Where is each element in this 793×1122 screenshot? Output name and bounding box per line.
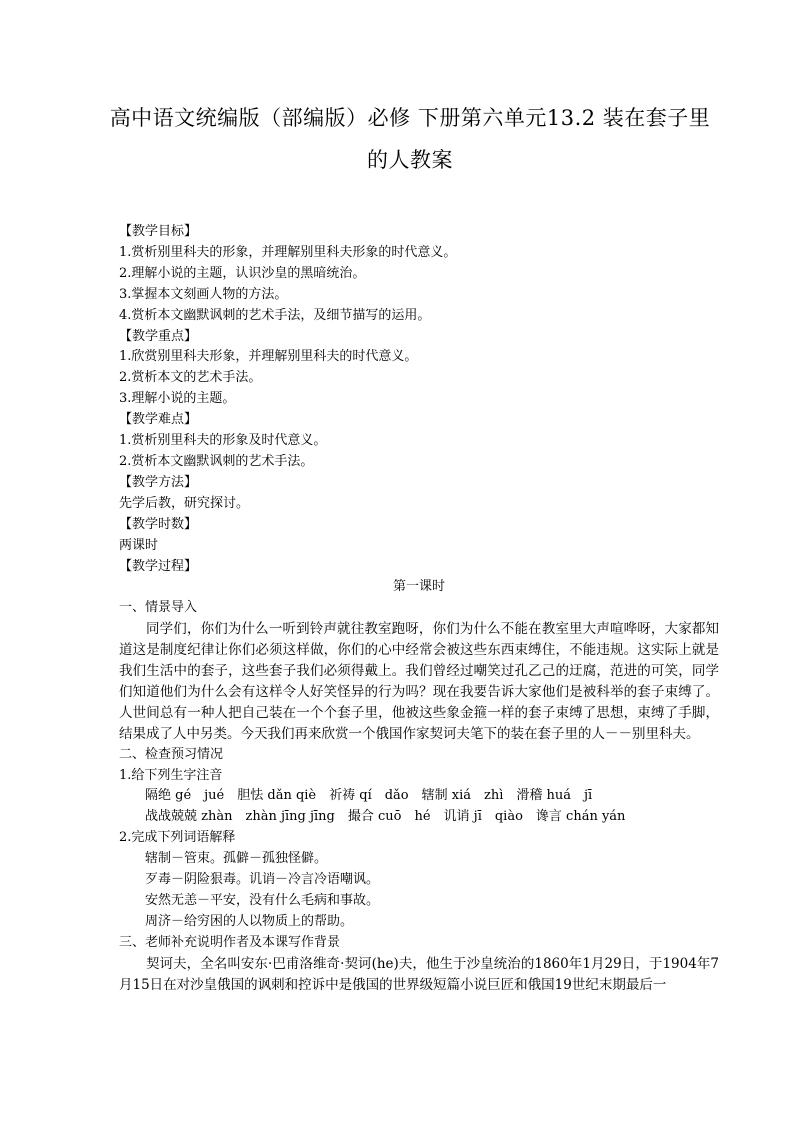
section-1-title: 一、情景导入 <box>119 600 198 616</box>
difficulty-item-1: 1.赏析别里科夫的形象及时代意义。 <box>119 433 327 449</box>
sub-1-title: 1.给下列生字注音 <box>119 767 223 783</box>
goal-item-4: 4.赏析本文幽默讽刺的艺术手法，及细节描写的运用。 <box>119 307 431 323</box>
key-point-item-2: 2.赏析本文的艺术手法。 <box>119 370 262 386</box>
heading-process: 【教学过程】 <box>119 558 198 574</box>
key-point-item-1: 1.欣赏别里科夫形象，并理解别里科夫的时代意义。 <box>119 349 418 365</box>
section-2-title: 二、检查预习情况 <box>119 746 224 762</box>
heading-hours: 【教学时数】 <box>119 516 198 532</box>
author-paragraph: 契诃夫，全名叫安东·巴甫洛维奇·契诃(he)夫，他生于沙皇统治的1860年1月29日，于1904年7月15日在对沙皇俄国的讽刺和控诉中是俄国的世界级短篇小说巨匠和俄国19世纪末期最后一 <box>119 955 719 993</box>
intro-paragraph: 同学们，你们为什么一听到铃声就往教室跑呀，你们为什么不能在教室里大声喧哗呀，大家都知道这是制度纪律让你们必须这样做，你们的心中经常会被这些东西束缚住，不能违规。这实际上就是我们生活中的套子，这些套子我们必须得戴上。我们曾经过嘲笑过孔乙己的迂腐，范进的可笑，同学们知道他们为什么会有这样令人好笑怪异的行为吗？现在我要告诉大家他们是被科举的套子束缚了。人世间总有一种人把自己装在一个个套子里，他被这些象金箍一样的套子束缚了思想，束缚了手脚，结果成了人中另类。今天我们再来欣赏一个俄国作家契诃夫笔下的装在套子里的人－－别里科夫。 <box>119 621 719 742</box>
hours-text: 两课时 <box>119 537 159 553</box>
heading-key-points: 【教学重点】 <box>119 328 198 344</box>
difficulty-item-2: 2.赏析本文幽默讽刺的艺术手法。 <box>119 453 314 469</box>
document-title-line-1: 高中语文统编版（部编版）必修 下册第六单元13.2 装在套子里 <box>109 106 711 130</box>
goal-item-2: 2.理解小说的主题，认识沙皇的黑暗统治。 <box>119 265 366 281</box>
methods-text: 先学后教，研究探讨。 <box>119 495 250 511</box>
document-body <box>119 222 719 996</box>
heading-teaching-goals: 【教学目标】 <box>119 224 198 239</box>
intro-paragraph-block <box>119 619 719 744</box>
heading-methods: 【教学方法】 <box>119 474 198 490</box>
goal-item-1: 1.赏析别里科夫的形象，并理解别里科夫形象的时代意义。 <box>119 244 457 260</box>
vocab-item-2: 歹毒－阴险狠毒。讥诮－冷言冷语嘲讽。 <box>145 872 380 888</box>
sub-2-title: 2.完成下列词语解释 <box>119 830 236 846</box>
lesson-heading: 第一课时 <box>392 579 445 595</box>
vocab-item-3: 安然无恙－平安，没有什么毛病和事故。 <box>145 893 380 908</box>
section-3-title: 三、老师补充说明作者及本课写作背景 <box>119 934 341 950</box>
pinyin-line-2: 战战兢兢 zhàn zhàn jīng jīng 撮合 cuō hé 讥诮 jī qiào 谗言 chán yán <box>145 809 626 825</box>
document-title-line-2: 的人教案 <box>367 148 453 172</box>
pinyin-line-1: 隔绝 gé jué 胆怯 dǎn qiè 祈祷 qí dǎo 辖制 xiá zhì 滑稽 huá jī <box>145 788 593 804</box>
vocab-item-4: 周济－给穷困的人以物质上的帮助。 <box>145 913 354 929</box>
author-paragraph-block <box>119 954 719 996</box>
key-point-item-3: 3.理解小说的主题。 <box>119 391 236 407</box>
heading-difficulties: 【教学难点】 <box>119 412 198 428</box>
goal-item-3: 3.掌握本文刻画人物的方法。 <box>119 286 288 302</box>
vocab-item-1: 辖制－管束。孤僻－孤独怪僻。 <box>145 851 328 867</box>
